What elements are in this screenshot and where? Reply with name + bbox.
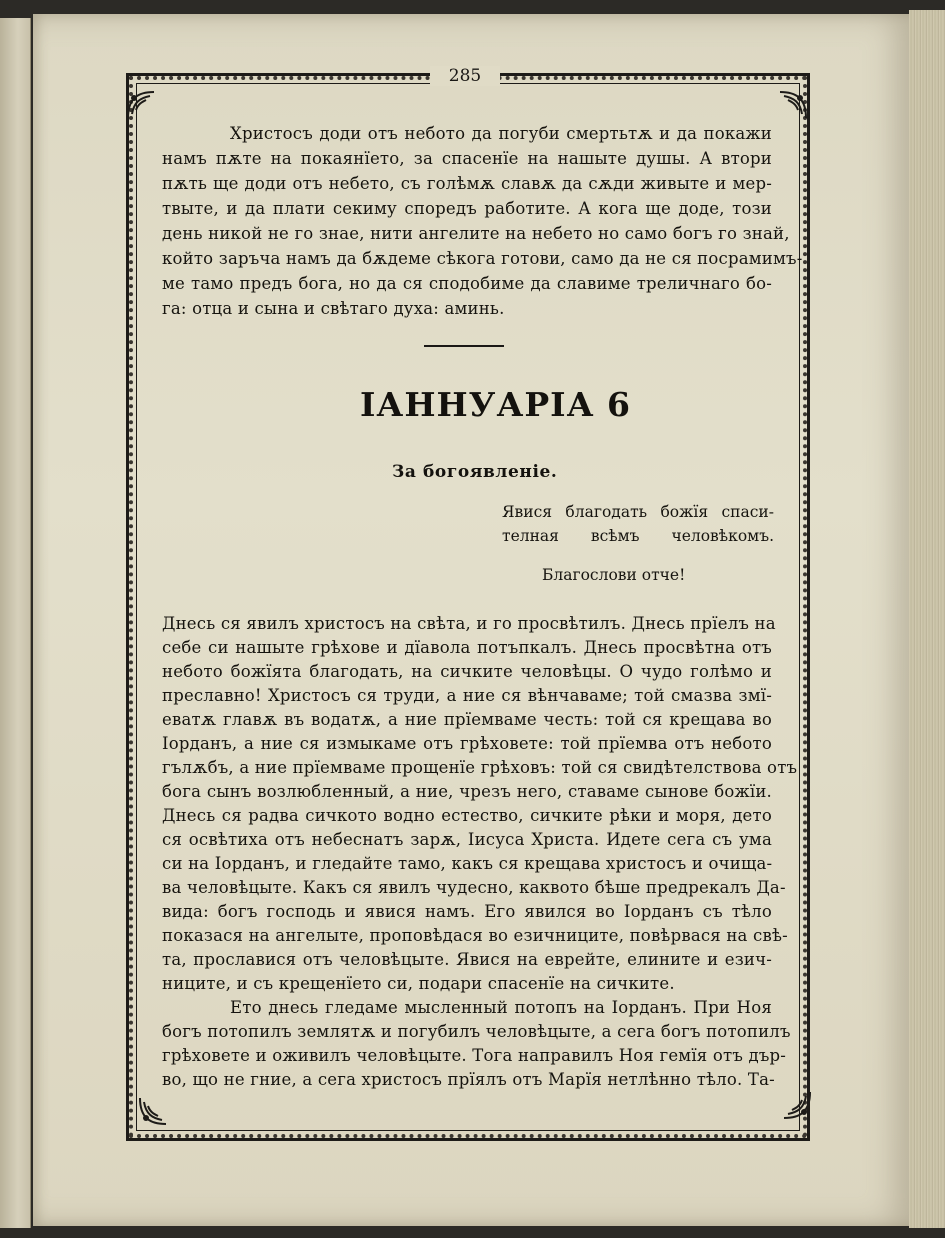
text-line: ниците, и съ крещенїето си, подари спасенїе на сичките.: [162, 974, 675, 993]
left-page-edge: [0, 18, 31, 1228]
text-line: гълѫбъ, а ние прїемваме прощенїе грѣховъ: той ся свидѣтелствова отъ: [162, 758, 798, 777]
text-line: ва человѣцыте. Какъ ся явилъ чудесно, каквото бѣше предрекалъ Да-: [162, 878, 786, 897]
text-line: Ето днесь гледаме мысленный потопъ на Іорданъ. При Ноя: [230, 998, 772, 1017]
corner-ornament-icon: [124, 88, 158, 122]
page-stack-edges: [909, 10, 945, 1228]
text-line: Днесь ся явилъ христосъ на свѣта, и го просвѣтилъ. Днесь прїелъ на: [162, 614, 776, 633]
text-line: небото божїята благодать, на сичките человѣцы. О чудо голѣмо и: [162, 662, 772, 681]
text-line: Іорданъ, а ние ся измыкаме отъ грѣховете: той прїемва отъ небото: [162, 734, 772, 753]
text-line: намъ пѫте на покаянїето, за спасенїе на нашыте душы. А втори: [162, 149, 772, 168]
text-line: преславно! Христосъ ся труди, а ние ся вѣнчаваме; той смазва змї-: [162, 686, 772, 705]
epigraph-line: Явися благодать божїя спаси-: [502, 503, 774, 521]
text-line: себе си нашыте грѣхове и дїавола потъпкалъ. Днесь просвѣтна отъ: [162, 638, 772, 657]
text-line: богъ потопилъ землятѫ и погубилъ человѣцыте, а сега богъ потопилъ: [162, 1022, 791, 1041]
text-line: во, що не гние, а сега христосъ прїялъ отъ Марїя нетлѣнно тѣло. Та-: [162, 1070, 775, 1089]
corner-ornament-icon: [136, 1094, 170, 1128]
section-subheading: За богоявленіе.: [392, 462, 558, 482]
text-line: който заръча намъ да бѫдеме сѣкога готови, само да не ся посрамимъ-: [162, 249, 803, 268]
text-line: ме тамо предъ бога, но да ся сподобиме да славиме трeличнаго бо-: [162, 274, 772, 293]
text-line: бога сынъ возлюбленный, а ние, чрезъ него, ставаме сынове божїи.: [162, 782, 772, 801]
text-line: Христосъ доди отъ небото да погуби смертьтѫ и да покажи: [230, 124, 772, 143]
text-line: си на Іорданъ, и гледайте тамо, какъ ся крещава христосъ и очищa-: [162, 854, 773, 873]
text-line: та, прославися отъ человѣцыте. Явися на еврейте, елините и езич-: [162, 950, 772, 969]
section-heading: ІАННУАРІА 6: [360, 385, 631, 424]
section-divider: [424, 345, 504, 347]
text-line: день никой не го знае, нити ангелите на небето но само богъ го знай,: [162, 224, 790, 243]
text-line: вида: богъ господь и явися намъ. Его явился во Іорданъ съ тѣло: [162, 902, 772, 921]
text-line: пѫть ще доди отъ небето, съ голѣмѫ славѫ да сѫди живыте и мер-: [162, 174, 772, 193]
text-line: ся освѣтиха отъ небеснатъ зарѫ, Іисуса Христа. Идете сега съ ума: [162, 830, 772, 849]
blessing-line: Благослови отче!: [542, 566, 686, 584]
text-line: показася на ангелыте, проповѣдася во езичниците, повѣрвася на свѣ-: [162, 926, 788, 945]
text-line: грѣховете и оживилъ человѣцыте. Тога направилъ Ноя гемїя отъ дър-: [162, 1046, 787, 1065]
corner-ornament-icon: [776, 88, 810, 122]
text-line: твыте, и да плати секиму споредъ работите. А кога ще доде, този: [162, 199, 772, 218]
text-line: Днесь ся радва сичкото водно естество, сичките рѣки и моря, дето: [162, 806, 772, 825]
page-number: 285: [430, 66, 500, 86]
corner-ornament-icon: [780, 1088, 814, 1122]
text-line: га: отца и сына и свѣтаго духа: аминь.: [162, 299, 505, 318]
epigraph-line: телная всѣмъ человѣкомъ.: [502, 527, 774, 545]
text-line: еватѫ главѫ въ водатѫ, а ние прїемваме честь: той ся крещава во: [162, 710, 772, 729]
